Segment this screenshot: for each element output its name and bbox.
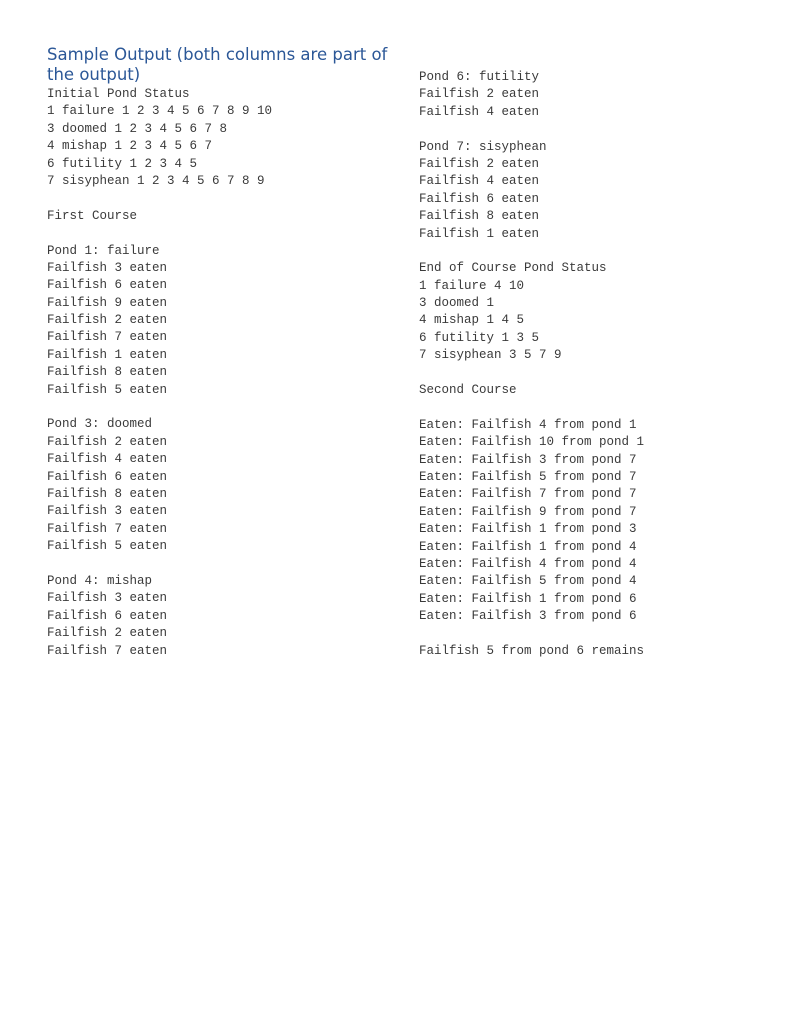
output-line: Eaten: Failfish 1 from pond 3 (419, 522, 637, 537)
output-line: Pond 3: doomed (47, 417, 153, 432)
blank-line (47, 399, 272, 416)
sample-output-heading: Sample Output (both columns are part of the output) (47, 45, 388, 84)
output-line: Pond 7: sisyphean (419, 139, 547, 154)
output-line: Eaten: Failfish 5 from pond 7 (419, 469, 637, 484)
output-line: 6 futility 1 3 5 (419, 330, 540, 345)
output-line: Failfish 6 eaten (47, 469, 168, 484)
output-line: Eaten: Failfish 3 from pond 7 (419, 452, 637, 467)
output-line: Second Course (419, 383, 517, 398)
output-line: Failfish 7 eaten (47, 521, 168, 536)
output-line: Failfish 8 eaten (47, 365, 168, 380)
output-line: Failfish 2 eaten (47, 434, 168, 449)
output-line: End of Course Pond Status (419, 261, 607, 276)
output-column-left (47, 86, 272, 660)
output-line: Failfish 2 eaten (47, 626, 168, 641)
output-line: Eaten: Failfish 7 from pond 7 (419, 487, 637, 502)
output-line: Failfish 5 from pond 6 remains (419, 643, 645, 658)
output-line: Failfish 7 eaten (47, 330, 168, 345)
output-line: First Course (47, 208, 138, 223)
output-line: Eaten: Failfish 9 from pond 7 (419, 504, 637, 519)
output-line: Eaten: Failfish 5 from pond 4 (419, 574, 637, 589)
output-line: Failfish 8 eaten (419, 209, 540, 224)
output-column-right (419, 69, 644, 660)
output-line: 7 sisyphean 3 5 7 9 (419, 348, 562, 363)
output-line: Initial Pond Status (47, 87, 190, 101)
output-line: Failfish 6 eaten (47, 278, 168, 293)
blank-line (419, 243, 644, 260)
output-line: 4 mishap 1 2 3 4 5 6 7 (47, 139, 213, 154)
blank-line (47, 225, 272, 242)
blank-line (419, 399, 644, 416)
output-line: Failfish 3 eaten (47, 591, 168, 606)
output-line: Failfish 5 eaten (47, 382, 168, 397)
output-line: Failfish 9 eaten (47, 295, 168, 310)
output-line: Failfish 7 eaten (47, 643, 168, 658)
output-line: 1 failure 1 2 3 4 5 6 7 8 9 10 (47, 104, 273, 119)
blank-line (419, 121, 644, 138)
output-line: Failfish 1 eaten (419, 226, 540, 241)
output-line: Pond 6: futility (419, 70, 540, 84)
output-line: Eaten: Failfish 4 from pond 4 (419, 556, 637, 571)
output-line: Pond 4: mishap (47, 573, 153, 588)
output-line: Failfish 2 eaten (47, 313, 168, 328)
output-line: Failfish 4 eaten (419, 174, 540, 189)
output-line: Eaten: Failfish 10 from pond 1 (419, 435, 645, 450)
output-line: 6 futility 1 2 3 4 5 (47, 156, 198, 171)
output-line: 3 doomed 1 2 3 4 5 6 7 8 (47, 121, 228, 136)
output-line: Eaten: Failfish 1 from pond 6 (419, 591, 637, 606)
output-line: Eaten: Failfish 1 from pond 4 (419, 539, 637, 554)
blank-line (419, 626, 644, 643)
output-line: Eaten: Failfish 4 from pond 1 (419, 417, 637, 432)
output-line: 7 sisyphean 1 2 3 4 5 6 7 8 9 (47, 173, 265, 188)
output-line: Failfish 4 eaten (47, 452, 168, 467)
output-line: Failfish 5 eaten (47, 539, 168, 554)
output-line: 4 mishap 1 4 5 (419, 313, 525, 328)
blank-line (47, 190, 272, 207)
output-line: Failfish 3 eaten (47, 504, 168, 519)
output-line: 3 doomed 1 (419, 296, 495, 311)
output-line: Failfish 2 eaten (419, 156, 540, 171)
output-line: Failfish 2 eaten (419, 87, 540, 102)
output-line: Pond 1: failure (47, 243, 160, 258)
output-line: Failfish 6 eaten (47, 608, 168, 623)
output-line: Failfish 6 eaten (419, 191, 540, 206)
output-line: Failfish 1 eaten (47, 347, 168, 362)
blank-line (47, 556, 272, 573)
blank-line (419, 365, 644, 382)
output-line: Failfish 4 eaten (419, 104, 540, 119)
output-line: Failfish 3 eaten (47, 260, 168, 275)
output-line: Failfish 8 eaten (47, 486, 168, 501)
output-line: Eaten: Failfish 3 from pond 6 (419, 609, 637, 624)
output-line: 1 failure 4 10 (419, 278, 525, 293)
